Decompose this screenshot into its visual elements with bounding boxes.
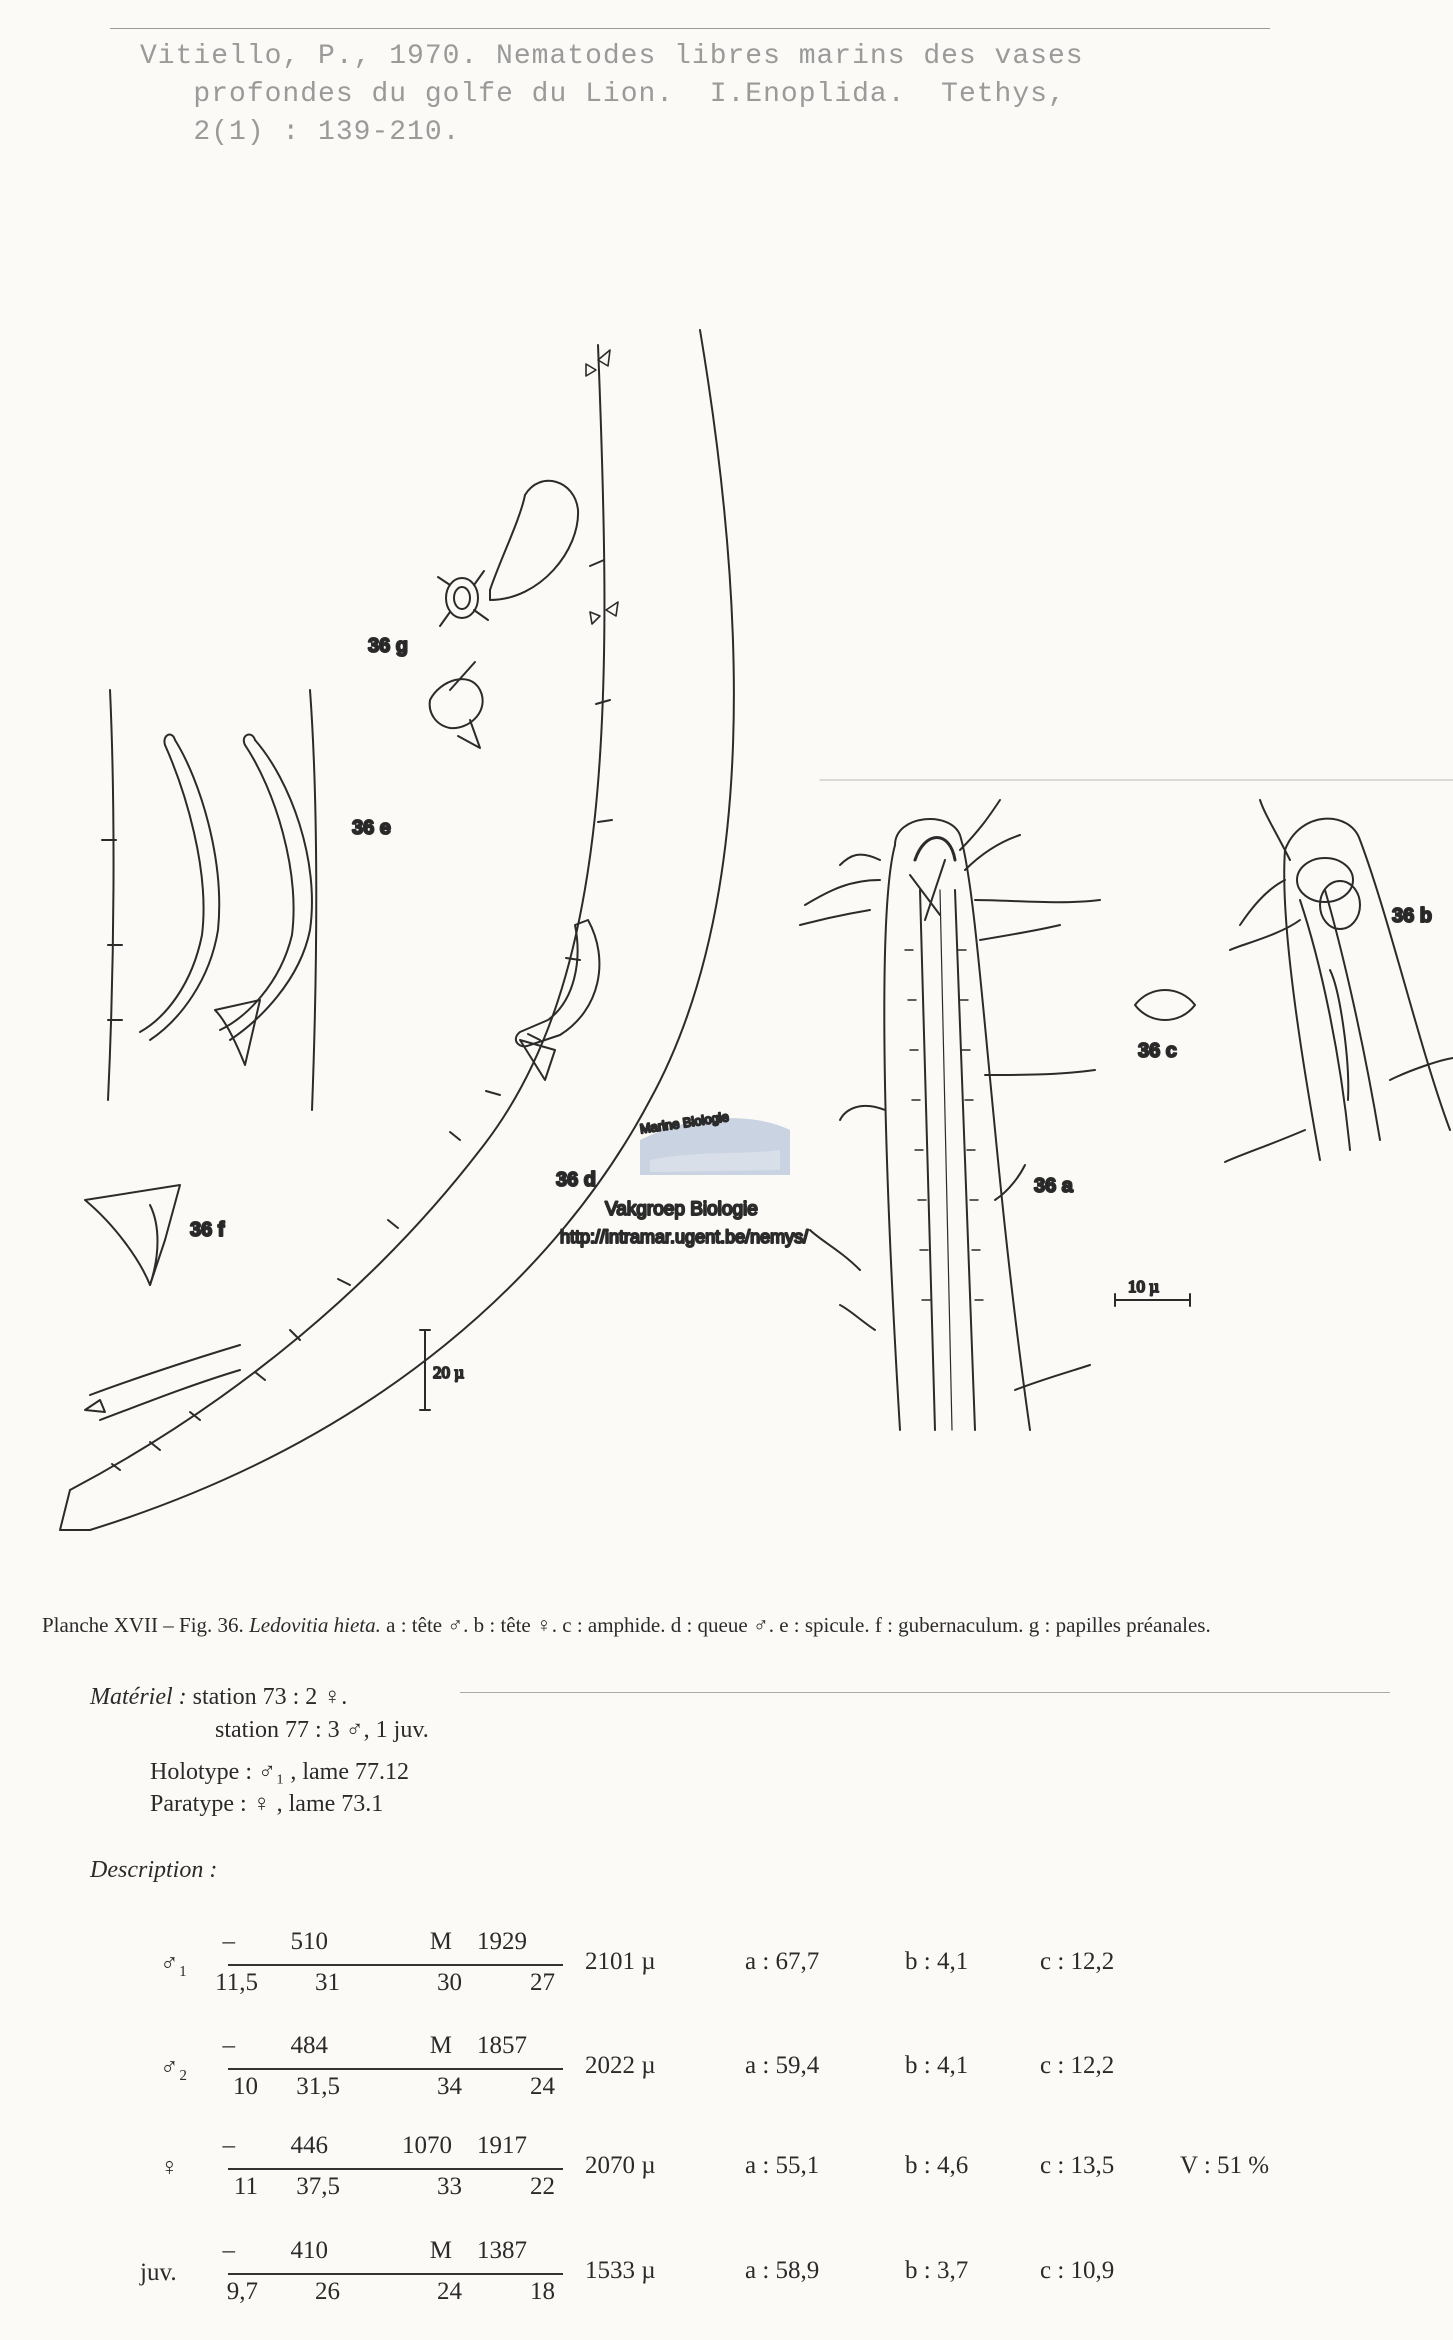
ratio-v: V : 51 % [1180, 2152, 1270, 2179]
ratio-c: c : 12,2 [1040, 1948, 1115, 1975]
drawing-36f-gubernaculum [85, 1185, 180, 1285]
top-value: M [429, 2237, 452, 2264]
top-value: 510 [290, 1928, 328, 1955]
bottom-value: 9,7 [226, 2278, 258, 2305]
description-label: Description : [90, 1857, 218, 1883]
drawing-tail-fragment [85, 1345, 240, 1420]
bottom-value: 34 [437, 2073, 462, 2100]
top-value: 1387 [477, 2237, 527, 2264]
materiel-line-1: station 73 : 2 ♀. [192, 1684, 348, 1710]
top-value: 1917 [477, 2132, 527, 2159]
top-value: M [429, 2032, 452, 2059]
caption-rule [460, 1692, 1390, 1693]
scale-label-10: 10 µ [1128, 1277, 1160, 1296]
bottom-value: 33 [437, 2173, 462, 2200]
caption-species: Ledovitia hieta. [249, 1613, 381, 1637]
bottom-value: 27 [530, 1969, 555, 1996]
drawing-36d-tail [60, 330, 734, 1530]
top-value: 484 [290, 2032, 328, 2059]
bottom-value: 26 [315, 2278, 340, 2305]
ratio-c: c : 12,2 [1040, 2052, 1115, 2079]
bottom-value: 22 [530, 2173, 555, 2200]
ratio-b: b : 4,1 [905, 1948, 969, 1975]
drawing-36b-head-female [1225, 800, 1453, 1162]
label-36a: 36 a [1034, 1175, 1073, 1197]
drawing-36g-papillae [430, 481, 578, 748]
top-value: – [222, 2032, 235, 2059]
total-length: 2101 µ [585, 1948, 656, 1975]
bottom-value: 31,5 [296, 2073, 340, 2100]
bottom-value: 10 [233, 2073, 258, 2100]
ratio-b: b : 3,7 [905, 2257, 969, 2284]
watermark-top: Marine Biologie [638, 1108, 730, 1137]
top-value: 446 [290, 2132, 328, 2159]
fraction-bar [228, 2273, 563, 2275]
bottom-value: 37,5 [296, 2173, 340, 2200]
total-length: 2022 µ [585, 2052, 656, 2079]
ratio-a: a : 55,1 [745, 2152, 820, 2179]
paratype: Paratype : ♀ , lame 73.1 [150, 1791, 384, 1817]
fraction-bar [228, 2068, 563, 2070]
total-length: 1533 µ [585, 2257, 656, 2284]
bottom-value: 24 [530, 2073, 555, 2100]
citation-line-1: Vitiello, P., 1970. Nematodes libres marins des vases [140, 41, 1084, 72]
fraction-bar [228, 1964, 563, 1966]
row-label: ♀ [160, 2154, 179, 2181]
top-value: 1929 [477, 1928, 527, 1955]
bottom-value: 30 [437, 1969, 462, 1996]
bottom-value: 11 [233, 2173, 258, 2200]
top-value: 410 [290, 2237, 328, 2264]
row-label: ♂₂ [160, 2054, 188, 2081]
drawing-36a-head-male [800, 780, 1453, 1430]
drawing-36e-spicule [102, 690, 316, 1110]
label-36b: 36 b [1392, 905, 1433, 927]
watermark-url: http://intramar.ugent.be/nemys/ [560, 1227, 809, 1247]
materiel-line-2: station 77 : 3 ♂, 1 juv. [215, 1717, 429, 1743]
scale-label-20: 20 µ [433, 1363, 465, 1382]
top-value: – [222, 2237, 235, 2264]
ratio-c: c : 13,5 [1040, 2152, 1115, 2179]
bottom-value: 31 [315, 1969, 340, 1996]
row-label: ♂₁ [160, 1950, 188, 1977]
top-value: M [429, 1928, 452, 1955]
watermark-bottom: Vakgroep Biologie [605, 1199, 758, 1220]
fraction-bar [228, 2168, 563, 2170]
holotype: Holotype : ♂₁ , lame 77.12 [150, 1759, 409, 1785]
ratio-b: b : 4,6 [905, 2152, 969, 2179]
ratio-a: a : 67,7 [745, 1948, 820, 1975]
top-value: – [222, 2132, 235, 2159]
top-value: 1857 [477, 2032, 527, 2059]
bottom-value: 11,5 [215, 1969, 258, 1996]
bottom-value: 24 [437, 2278, 462, 2305]
top-value: – [222, 1928, 235, 1955]
drawing-36c-amphid [1135, 990, 1195, 1020]
label-36f: 36 f [190, 1219, 225, 1241]
citation-line-3: 2(1) : 139-210. [193, 117, 461, 148]
caption-text: a : tête ♂. b : tête ♀. c : amphide. d : queue ♂. e : spicule. f : gubernaculum. g : papilles préanales. [380, 1613, 1211, 1637]
ratio-a: a : 58,9 [745, 2257, 820, 2284]
bottom-value: 18 [530, 2278, 555, 2305]
citation-line-2: profondes du golfe du Lion. I.Enoplida. Tethys, [193, 79, 1066, 110]
materiel-block [90, 1681, 347, 1714]
figure-caption [42, 1610, 1412, 1641]
label-36e: 36 e [352, 817, 391, 839]
caption-prefix: Planche XVII – Fig. 36. [42, 1613, 244, 1637]
materiel-label: Matériel : [90, 1684, 187, 1710]
ratio-a: a : 59,4 [745, 2052, 820, 2079]
total-length: 2070 µ [585, 2152, 656, 2179]
label-36g: 36 g [368, 635, 409, 657]
ratio-b: b : 4,1 [905, 2052, 969, 2079]
ratio-c: c : 10,9 [1040, 2257, 1115, 2284]
label-36d: 36 d [556, 1169, 597, 1191]
label-36c: 36 c [1138, 1040, 1177, 1062]
row-label: juv. [140, 2259, 177, 2286]
top-value: 1070 [402, 2132, 452, 2159]
